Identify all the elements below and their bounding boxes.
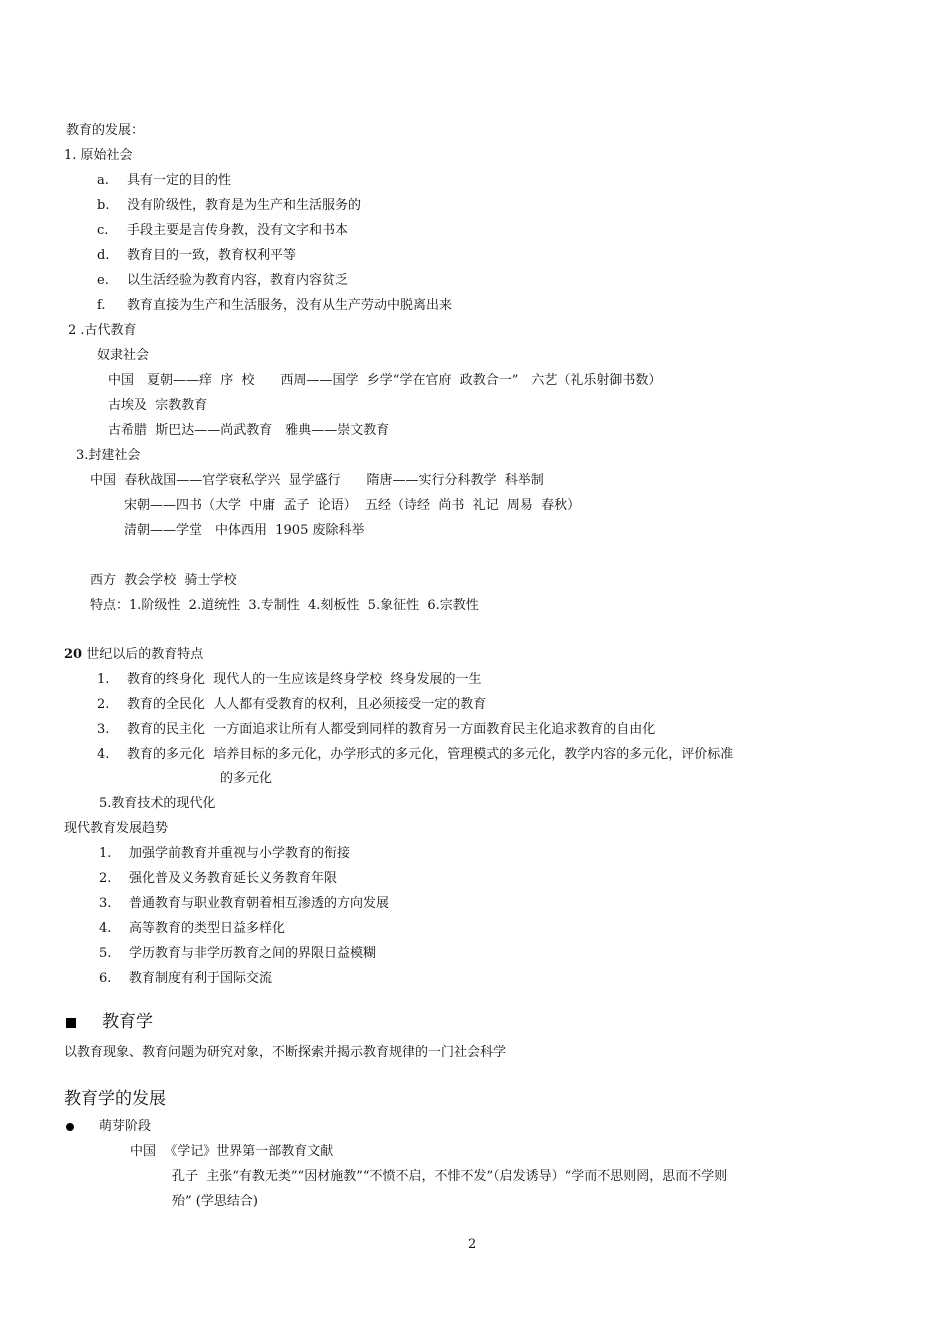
list-marker: e. xyxy=(97,273,109,288)
list-marker: 2. xyxy=(99,871,112,886)
century-number: 20 xyxy=(64,647,83,662)
stage-row xyxy=(66,1119,151,1135)
list-marker: 2. xyxy=(97,697,110,712)
list-item: 高等教育的类型日益多样化 xyxy=(129,921,286,936)
feudal-society-title: 3.封建社会 xyxy=(76,448,141,463)
list-item: 5.教育技术的现代化 xyxy=(99,796,216,811)
development-title: 教育的发展： xyxy=(66,123,145,138)
confucius-line-2: 殆” (学思结合) xyxy=(172,1194,258,1209)
list-marker: 3. xyxy=(99,896,112,911)
features-line: 特点：1.阶级性 2.道统性 3.专制性 4.刻板性 5.象征性 6.宗教性 xyxy=(90,598,479,613)
pedagogy-development-heading: 教育学的发展 xyxy=(64,1089,166,1109)
list-item: 手段主要是言传身教，没有文字和书本 xyxy=(127,223,349,238)
century-title-text: 世纪以后的教育特点 xyxy=(82,647,204,662)
list-item: 教育的终身化 现代人的一生应该是终身学校 终身发展的一生 xyxy=(127,672,482,687)
china-feudal-line-3: 清朝——学堂 中体西用 1905 废除科举 xyxy=(124,523,365,538)
egypt-line: 古埃及 宗教教育 xyxy=(108,398,208,413)
list-marker: 4. xyxy=(97,747,110,762)
list-marker: 3. xyxy=(97,722,110,737)
list-item: 教育的全民化 人人都有受教育的权利，且必须接受一定的教育 xyxy=(127,697,487,712)
list-marker: 1. xyxy=(99,846,112,861)
list-marker: 4. xyxy=(99,921,112,936)
list-marker: d. xyxy=(97,248,110,263)
trends-title: 现代教育发展趋势 xyxy=(64,821,169,836)
pedagogy-heading-row xyxy=(66,1012,153,1032)
list-marker: a. xyxy=(97,173,109,188)
list-item: 教育直接为生产和生活服务，没有从生产劳动中脱离出来 xyxy=(127,298,453,313)
confucius-line-1: 孔子 主张“有教无类”“因材施教”“不愤不启，不悱不发”（启发诱导）“学而不思则罔，思而不学则 xyxy=(172,1169,728,1184)
list-marker: 5. xyxy=(99,946,112,961)
list-item: 教育的多元化 培养目标的多元化，办学形式的多元化，管理模式的多元化，教学内容的多元化，评价标准 xyxy=(127,747,734,762)
list-item: 教育制度有利于国际交流 xyxy=(129,971,273,986)
list-item-continuation: 的多元化 xyxy=(220,771,273,786)
list-item: 强化普及义务教育延长义务教育年限 xyxy=(129,871,338,886)
list-item: 教育的民主化 一方面追求让所有人都受到同样的教育另一方面教育民主化追求教育的自由化 xyxy=(127,722,656,737)
china-ancient-line: 中国 夏朝——痒 序 校 西周——国学 乡学“学在官府 政教合一” 六艺（礼乐射御书数） xyxy=(108,373,662,388)
list-marker: 1. xyxy=(97,672,110,687)
pedagogy-definition: 以教育现象、教育问题为研究对象，不断探索并揭示教育规律的一门社会科学 xyxy=(64,1045,507,1060)
list-item: 具有一定的目的性 xyxy=(127,173,232,188)
square-bullet-icon xyxy=(66,1018,76,1028)
list-item: 以生活经验为教育内容，教育内容贫乏 xyxy=(127,273,349,288)
slave-society-label: 奴隶社会 xyxy=(97,348,150,363)
list-marker: 6. xyxy=(99,971,112,986)
west-line: 西方 教会学校 骑士学校 xyxy=(90,573,237,588)
list-item: 加强学前教育并重视与小学教育的衔接 xyxy=(129,846,351,861)
xueji-line: 中国 《学记》世界第一部教育文献 xyxy=(130,1144,334,1159)
ancient-education-title: 2 .古代教育 xyxy=(68,323,137,338)
page-number: 2 xyxy=(468,1237,477,1252)
list-marker: b. xyxy=(97,198,110,213)
china-feudal-line-2: 宋朝——四书（大学 中庸 孟子 论语） 五经（诗经 尚书 礼记 周易 春秋） xyxy=(124,498,581,513)
list-item: 教育目的一致，教育权利平等 xyxy=(127,248,297,263)
greece-line: 古希腊 斯巴达——尚武教育 雅典——崇文教育 xyxy=(108,423,390,438)
list-marker: c. xyxy=(97,223,109,238)
pedagogy-heading: 教育学 xyxy=(102,1012,153,1032)
list-marker: f. xyxy=(97,298,106,313)
round-bullet-icon xyxy=(66,1123,74,1131)
china-feudal-line-1: 中国 春秋战国——官学衰私学兴 显学盛行 隋唐——实行分科教学 科举制 xyxy=(90,473,544,488)
century-20-title xyxy=(64,647,203,663)
list-item: 学历教育与非学历教育之间的界限日益模糊 xyxy=(129,946,377,961)
sprout-stage-label: 萌芽阶段 xyxy=(99,1119,152,1134)
list-item: 普通教育与职业教育朝着相互渗透的方向发展 xyxy=(129,896,390,911)
list-item: 没有阶级性，教育是为生产和生活服务的 xyxy=(127,198,362,213)
primitive-society-title: 1. 原始社会 xyxy=(64,148,133,163)
